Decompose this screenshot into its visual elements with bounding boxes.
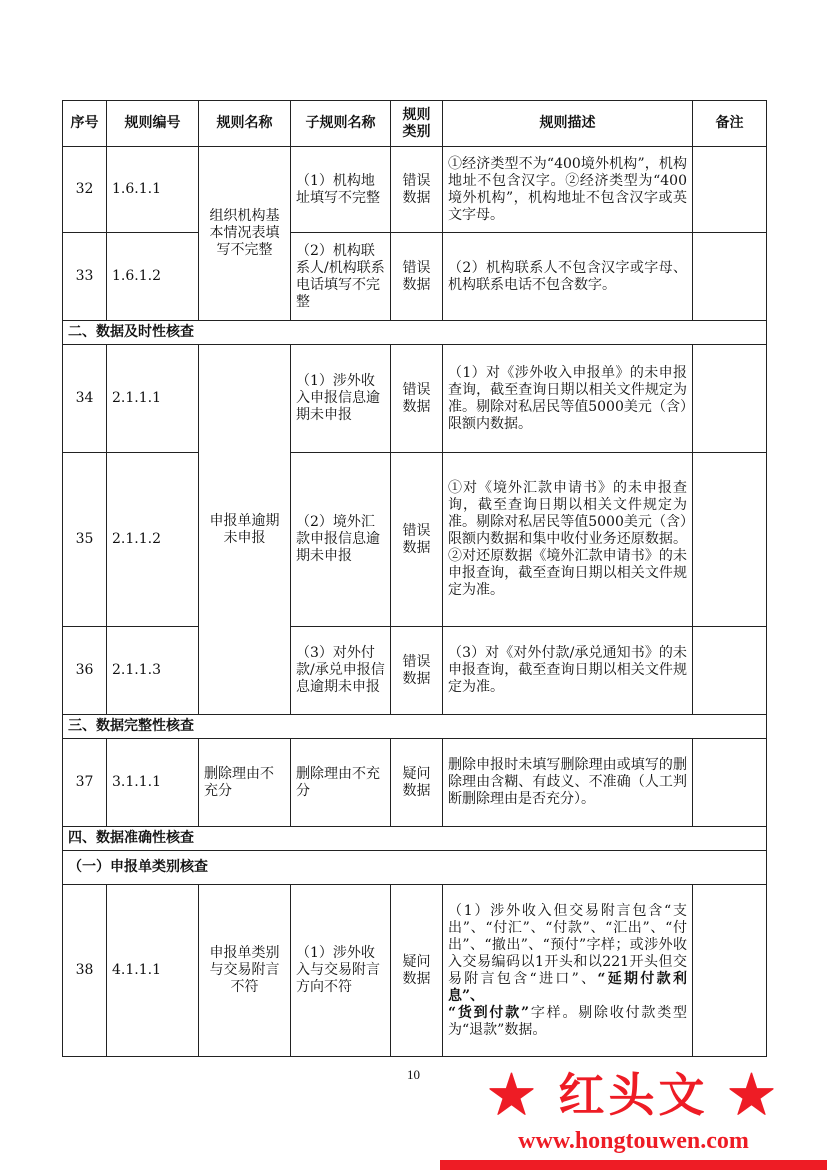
cell-no: 33 xyxy=(63,233,107,321)
cell-sub: 删除理由不充分 xyxy=(291,739,391,827)
cell-desc: ①经济类型不为“400境外机构”，机构地址不包含汉字。②经济类型为“400境外机构”，机构地址不包含汉字或英文字母。 xyxy=(443,147,693,233)
page-number: 10 xyxy=(407,1067,420,1082)
desc-bold-part: “延期付款利息”、 xyxy=(448,970,687,1004)
cell-cat: 错误数据 xyxy=(391,627,443,715)
header-cat: 规则类别 xyxy=(391,101,443,147)
cell-code: 1.6.1.1 xyxy=(107,147,199,233)
cell-cat: 错误数据 xyxy=(391,453,443,627)
header-note: 备注 xyxy=(693,101,767,147)
table-row xyxy=(63,739,767,827)
cell-cat: 疑问数据 xyxy=(391,739,443,827)
cell-no: 38 xyxy=(63,885,107,1057)
cell-code: 3.1.1.1 xyxy=(107,739,199,827)
cell-cat: 错误数据 xyxy=(391,345,443,453)
cell-no: 34 xyxy=(63,345,107,453)
watermark xyxy=(440,1060,827,1170)
cell-desc xyxy=(443,885,693,1057)
header-name: 规则名称 xyxy=(199,101,291,147)
table-row xyxy=(63,627,767,715)
watermark-url: www.hongtouwen.com xyxy=(518,1128,749,1154)
desc-part: 字样。剔除收付款类型为“退款”数据。 xyxy=(448,1004,688,1038)
cell-desc: （2）机构联系人不包含汉字或字母、机构联系电话不包含数字。 xyxy=(443,233,693,321)
cell-code: 2.1.1.1 xyxy=(107,345,199,453)
section-row xyxy=(63,827,767,851)
subsection-title: （一）申报单类别核查 xyxy=(63,851,767,885)
subsection-row xyxy=(63,851,767,885)
cell-sub: （2）机构联系人/机构联系电话填写不完整 xyxy=(291,233,391,321)
cell-desc: ①对《境外汇款申请书》的未申报查询，截至查询日期以相关文件规定为准。剔除对私居民等值5000美元（含）限额内数据和集中收付业务还原数据。②对还原数据《境外汇款申请书》的未申报查询，截至查询日期以相关文件规定为准。 xyxy=(443,453,693,627)
cell-sub: （1）机构地址填写不完整 xyxy=(291,147,391,233)
section-title: 二、数据及时性核查 xyxy=(63,321,767,345)
desc-bold-part: “货到付款” xyxy=(448,1004,530,1021)
cell-rule-name: 申报单逾期未申报 xyxy=(199,345,291,715)
header-sub: 子规则名称 xyxy=(291,101,391,147)
rules-table xyxy=(62,100,767,1057)
section-title: 三、数据完整性核查 xyxy=(63,715,767,739)
table-row xyxy=(63,233,767,321)
cell-sub: （1）涉外收入与交易附言方向不符 xyxy=(291,885,391,1057)
cell-no: 32 xyxy=(63,147,107,233)
cell-cat: 错误数据 xyxy=(391,147,443,233)
cell-desc: （3）对《对外付款/承兑通知书》的未申报查询，截至查询日期以相关文件规定为准。 xyxy=(443,627,693,715)
cell-sub: （2）境外汇款申报信息逾期未申报 xyxy=(291,453,391,627)
table-row xyxy=(63,885,767,1057)
header-no: 序号 xyxy=(63,101,107,147)
cell-note xyxy=(693,233,767,321)
cell-cat: 疑问数据 xyxy=(391,885,443,1057)
header-desc: 规则描述 xyxy=(443,101,693,147)
cell-sub: （1）涉外收入申报信息逾期未申报 xyxy=(291,345,391,453)
table-row xyxy=(63,345,767,453)
cell-desc: （1）对《涉外收入申报单》的未申报查询，截至查询日期以相关文件规定为准。剔除对私居民等值5000美元（含）限额内数据。 xyxy=(443,345,693,453)
cell-code: 2.1.1.2 xyxy=(107,453,199,627)
section-row xyxy=(63,321,767,345)
cell-no: 35 xyxy=(63,453,107,627)
cell-cat: 错误数据 xyxy=(391,233,443,321)
watermark-title: ★ 红头文 ★ xyxy=(488,1068,779,1122)
table-row xyxy=(63,453,767,627)
table-row xyxy=(63,147,767,233)
section-row xyxy=(63,715,767,739)
section-title: 四、数据准确性核查 xyxy=(63,827,767,851)
cell-code: 2.1.1.3 xyxy=(107,627,199,715)
cell-note xyxy=(693,885,767,1057)
watermark-bar xyxy=(440,1160,827,1170)
cell-note xyxy=(693,147,767,233)
cell-note xyxy=(693,739,767,827)
desc-part: （1）涉外收入但交易附言包含“支出”、“付汇”、“付款”、“汇出”、“付出”、“撤出”、“预付”字样；或涉外收入交易编码以1开头和以221开头但交易附言包含“进口”、 xyxy=(448,902,687,987)
cell-rule-name: 删除理由不充分 xyxy=(199,739,291,827)
cell-note xyxy=(693,453,767,627)
cell-rule-name: 组织机构基本情况表填写不完整 xyxy=(199,147,291,321)
cell-rule-name: 申报单类别与交易附言不符 xyxy=(199,885,291,1057)
cell-code: 4.1.1.1 xyxy=(107,885,199,1057)
cell-desc: 删除申报时未填写删除理由或填写的删除理由含糊、有歧义、不准确（人工判断删除理由是否充分）。 xyxy=(443,739,693,827)
cell-sub: （3）对外付款/承兑申报信息逾期未申报 xyxy=(291,627,391,715)
cell-code: 1.6.1.2 xyxy=(107,233,199,321)
header-code: 规则编号 xyxy=(107,101,199,147)
cell-note xyxy=(693,345,767,453)
cell-no: 37 xyxy=(63,739,107,827)
cell-note xyxy=(693,627,767,715)
header-row xyxy=(63,101,767,147)
cell-no: 36 xyxy=(63,627,107,715)
